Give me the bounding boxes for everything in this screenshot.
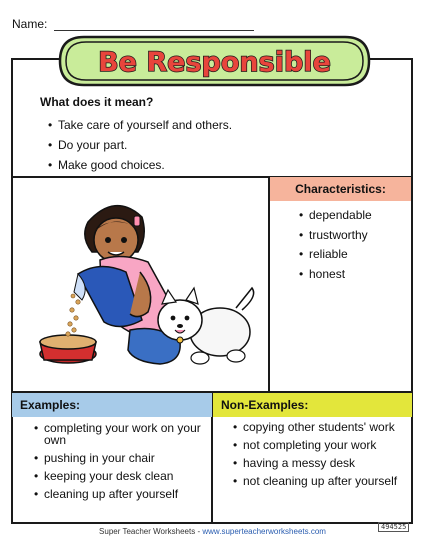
list-item: • honest	[299, 265, 372, 285]
list-item: • completing your work on your own	[34, 422, 209, 446]
list-item: • having a messy desk	[233, 457, 411, 469]
list-item: • pushing in your chair	[34, 452, 209, 464]
characteristics-list	[299, 206, 372, 284]
examples-heading: Examples:	[12, 393, 212, 417]
girl-feeding-dog-illustration	[30, 192, 260, 382]
characteristics-heading: Characteristics:	[270, 177, 411, 201]
divider-vertical-top	[268, 176, 270, 392]
list-item: • cleaning up after yourself	[34, 488, 209, 500]
non-examples-list	[233, 421, 411, 493]
footer-link[interactable]: www.superteacherworksheets.com	[202, 527, 326, 536]
banner-title: Be Responsible	[98, 47, 331, 78]
meaning-list	[48, 115, 232, 175]
list-item: • copying other students' work	[233, 421, 411, 433]
list-item: • dependable	[299, 206, 372, 226]
list-item: • keeping your desk clean	[34, 470, 209, 482]
list-item: • Do your part.	[48, 135, 232, 155]
worksheet-code: 494525	[378, 522, 409, 532]
examples-list	[34, 422, 209, 506]
title-banner	[58, 35, 371, 87]
list-item: • Take care of yourself and others.	[48, 115, 232, 135]
list-item: • reliable	[299, 245, 372, 265]
footer	[0, 527, 425, 536]
list-item: • Make good choices.	[48, 155, 232, 175]
meaning-heading: What does it mean?	[40, 95, 154, 109]
list-item: • not cleaning up after yourself	[233, 475, 411, 487]
footer-text: Super Teacher Worksheets -	[99, 527, 203, 536]
name-label: Name:	[12, 17, 48, 31]
name-line[interactable]	[54, 30, 254, 31]
non-examples-heading: Non-Examples:	[213, 393, 412, 417]
list-item: • trustworthy	[299, 226, 372, 246]
list-item: • not completing your work	[233, 439, 411, 451]
